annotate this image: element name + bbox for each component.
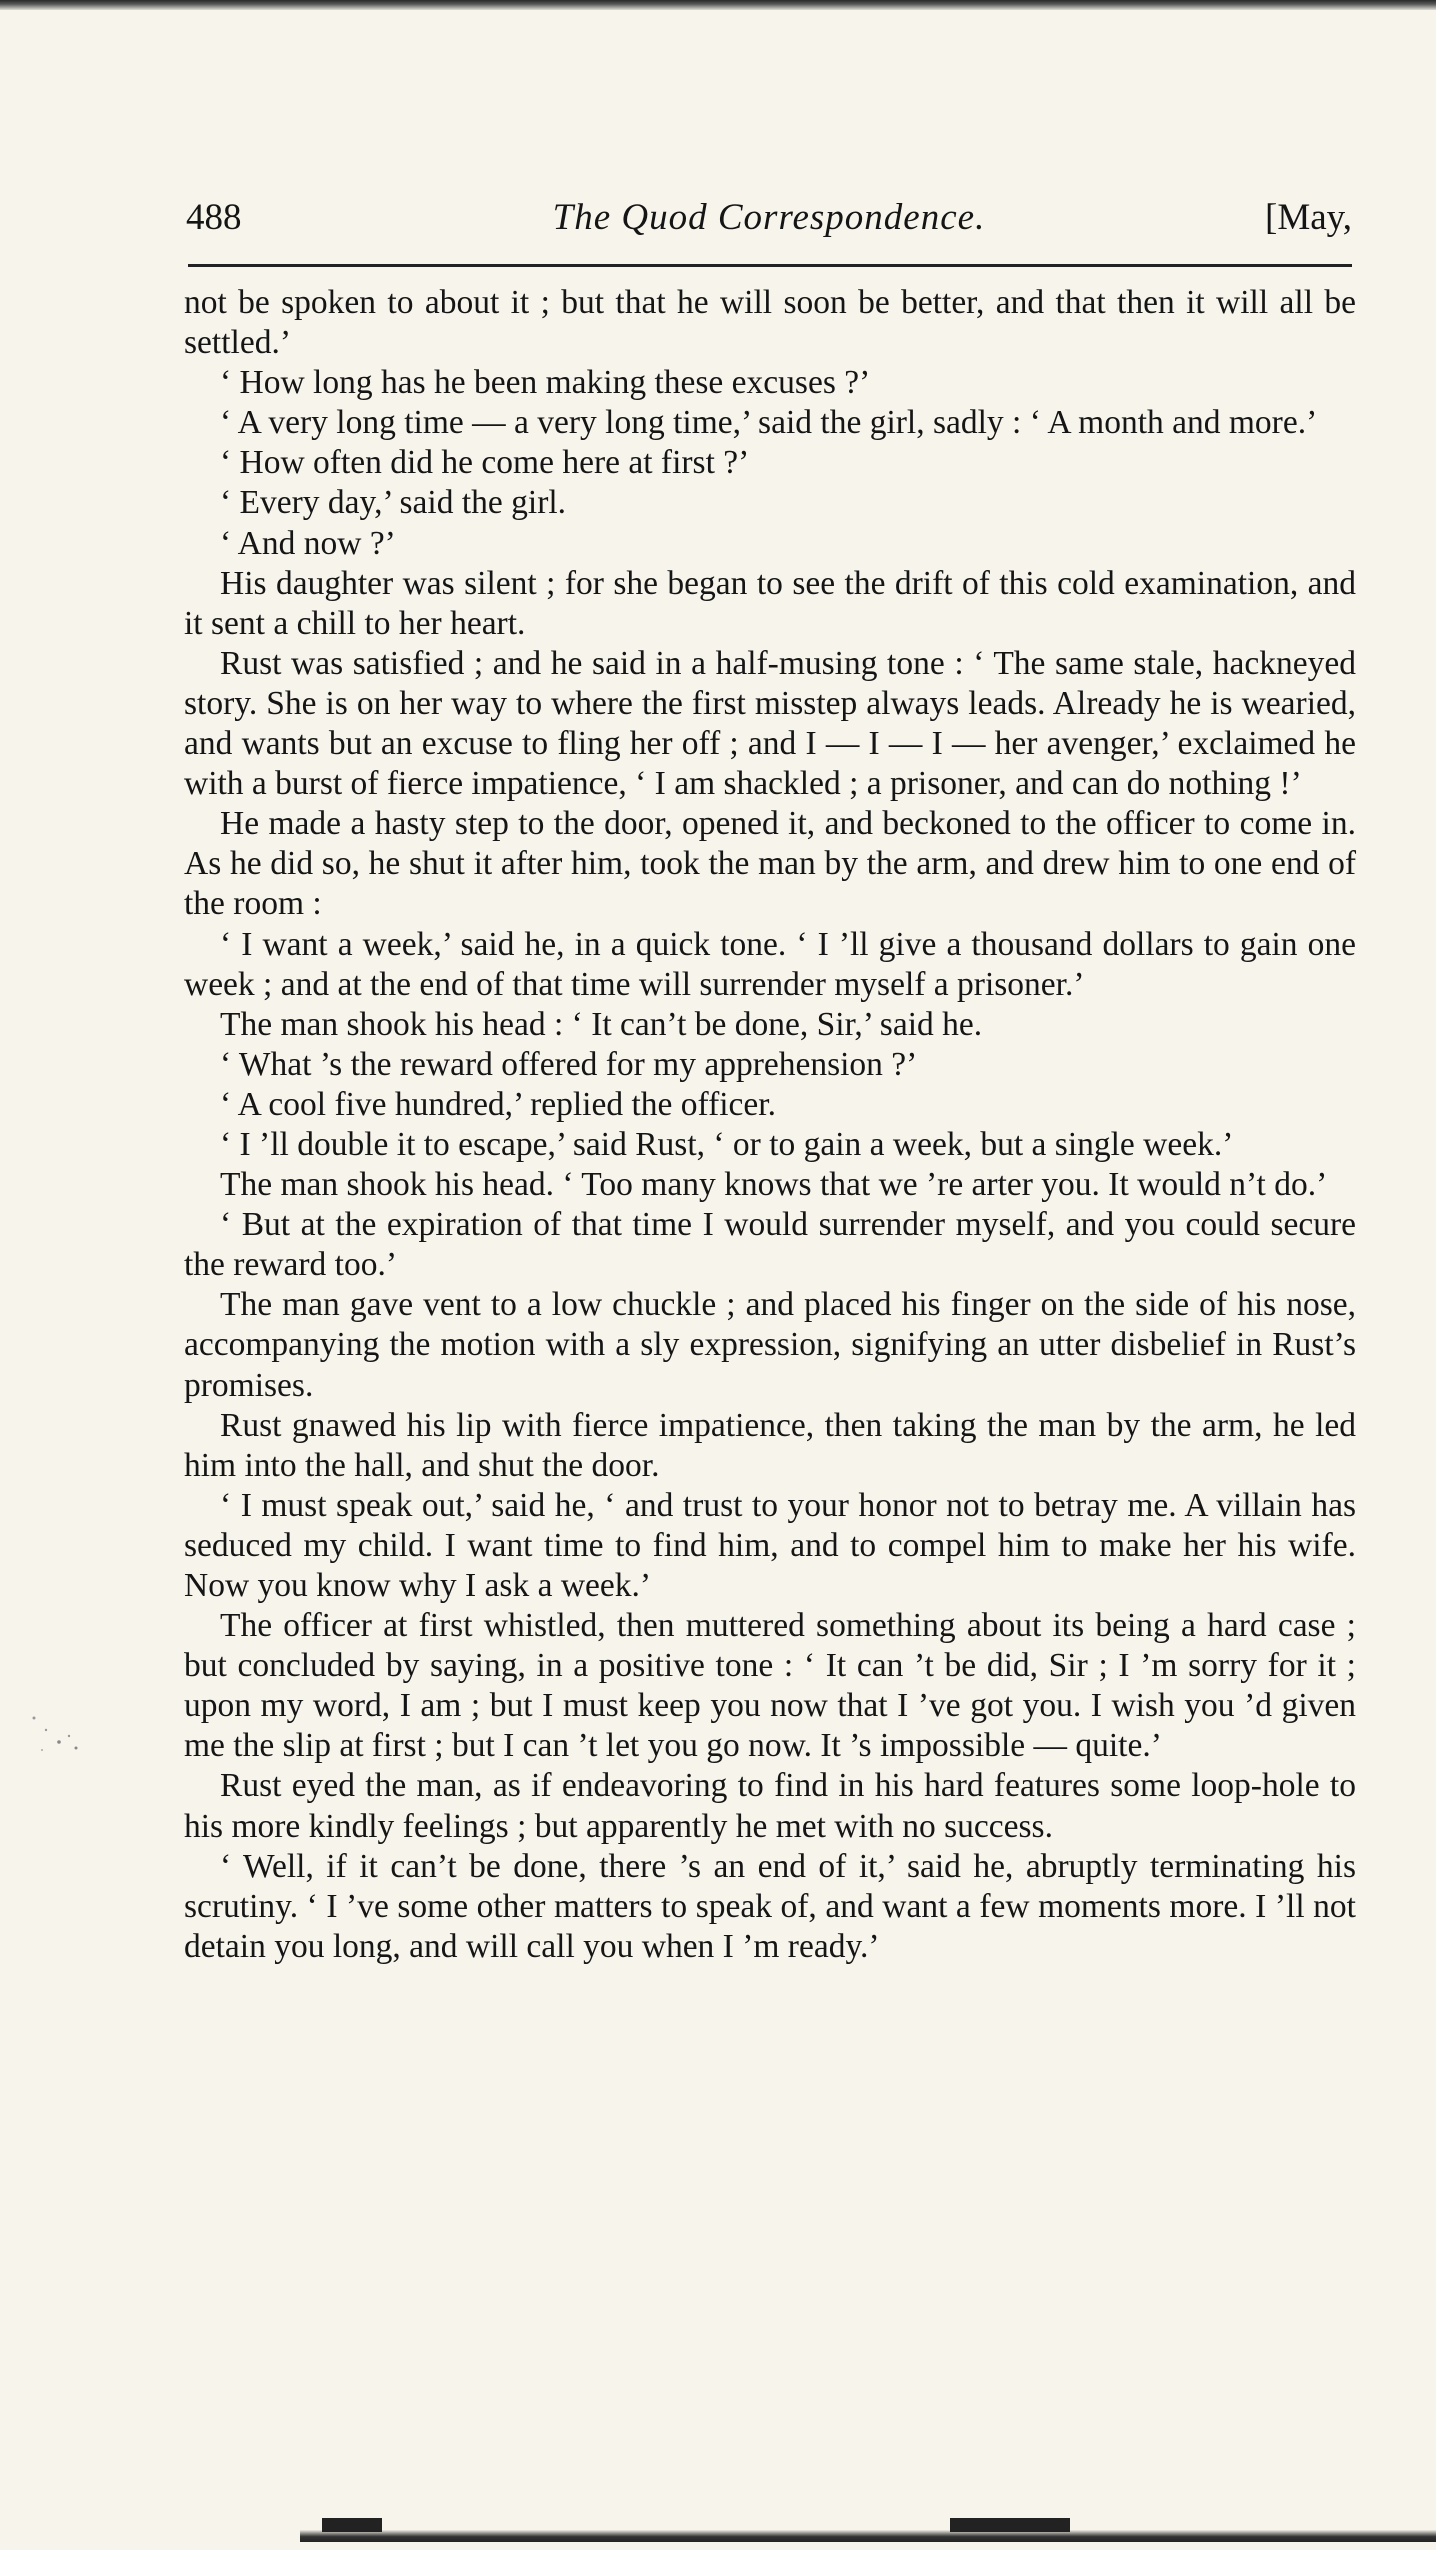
paragraph: ‘ A very long time — a very long time,’ said the girl, sadly : ‘ A month and more.’ [220,404,1318,442]
paragraph: The man gave vent to a low chuckle ; and placed his finger on the side of his nose, accompanying the motion with a sly expression, signifying an utter disbelief in Rust’s promises. [184,1286,1356,1404]
paragraph: ‘ Well, if it can’t be done, there ’s an end of it,’ said he, abruptly terminating his scrutiny. ‘ I ’ve some other matters to speak of, and want a few moments more. I ’ll not detain you long, and will call you when I ’m ready.’ [184,1847,1356,1965]
paragraph: ‘ How long has he been making these excuses ?’ [220,364,871,402]
paragraph: Rust gnawed his lip with fierce impatience, then taking the man by the arm, he led him into the hall, and shut the door. [184,1406,1356,1484]
paragraph: ‘ And now ?’ [220,524,396,562]
paragraph: ‘ How often did he come here at first ?’ [220,444,750,482]
paragraph: ‘ I want a week,’ said he, in a quick tone. ‘ I ’ll give a thousand dollars to gain one week ; and at the end of that time will surrender myself a prisoner.’ [184,925,1356,1003]
paragraph: The man shook his head : ‘ It can’t be done, Sir,’ said he. [220,1005,983,1043]
paragraph: not be spoken to about it ; but that he will soon be better, and that then it will all be settled.’ [184,284,1356,362]
paragraph: ‘ But at the expiration of that time I would surrender myself, and you could secure the reward too.’ [184,1206,1356,1284]
paragraph: ‘ Every day,’ said the girl. [220,484,567,522]
page-number: 488 [186,197,242,238]
running-head [186,196,1352,246]
paragraph: ‘ I must speak out,’ said he, ‘ and trust to your honor not to betray me. A villain has seduced my child. I want time to find him, and to compel him to make her his wife. Now you know why I ask a week.’ [184,1486,1356,1604]
paragraph: Rust was satisfied ; and he said in a half-musing tone : ‘ The same stale, hackneyed story. She is on her way to where the first misstep always leads. Already he is wearied, and wants but an excuse to fling her off ; and I — I — I — her avenger,’ exclaimed he with a burst of fierce impatience, ‘ I am shackled ; a prisoner, and can do nothing !’ [184,644,1356,803]
paragraph: The officer at first whistled, then muttered something about its being a hard case ; but concluded by saying, in a positive tone : ‘ It can ’t be did, Sir ; I ’m sorry for it ; upon my word, I am ; but I must keep you now that I ’ve got you. I wish you ’d given me the slip at first ; but I can ’t let you go now. It ’s impossible — quite.’ [184,1607,1356,1765]
body-text [184,283,1356,1967]
page-top-edge [0,0,1436,10]
running-title: The Quod Correspondence. [552,197,986,238]
paragraph: ‘ A cool five hundred,’ replied the officer. [220,1085,776,1123]
running-date: [May, [1265,197,1352,238]
page-bottom-speck [950,2518,1070,2532]
header-rule [188,264,1352,267]
paragraph: ‘ I ’ll double it to escape,’ said Rust, ‘ or to gain a week, but a single week.’ [220,1125,1234,1163]
paragraph: His daughter was silent ; for she began to see the drift of this cold examination, and it sent a chill to her heart. [184,564,1356,642]
page-bottom-edge [300,2530,1436,2542]
page-bottom-speck [322,2518,382,2532]
paragraph: He made a hasty step to the door, opened it, and beckoned to the officer to come in. As he did so, he shut it after him, took the man by the arm, and drew him to one end of the room : [184,805,1356,923]
paragraph: ‘ What ’s the reward offered for my apprehension ?’ [220,1045,918,1083]
paragraph: Rust eyed the man, as if endeavoring to find in his hard features some loop-hole to his more kindly feelings ; but apparently he met with no success. [184,1767,1356,1845]
margin-specks [14,1700,94,1770]
paragraph: The man shook his head. ‘ Too many knows that we ’re arter you. It would n’t do.’ [220,1166,1328,1204]
